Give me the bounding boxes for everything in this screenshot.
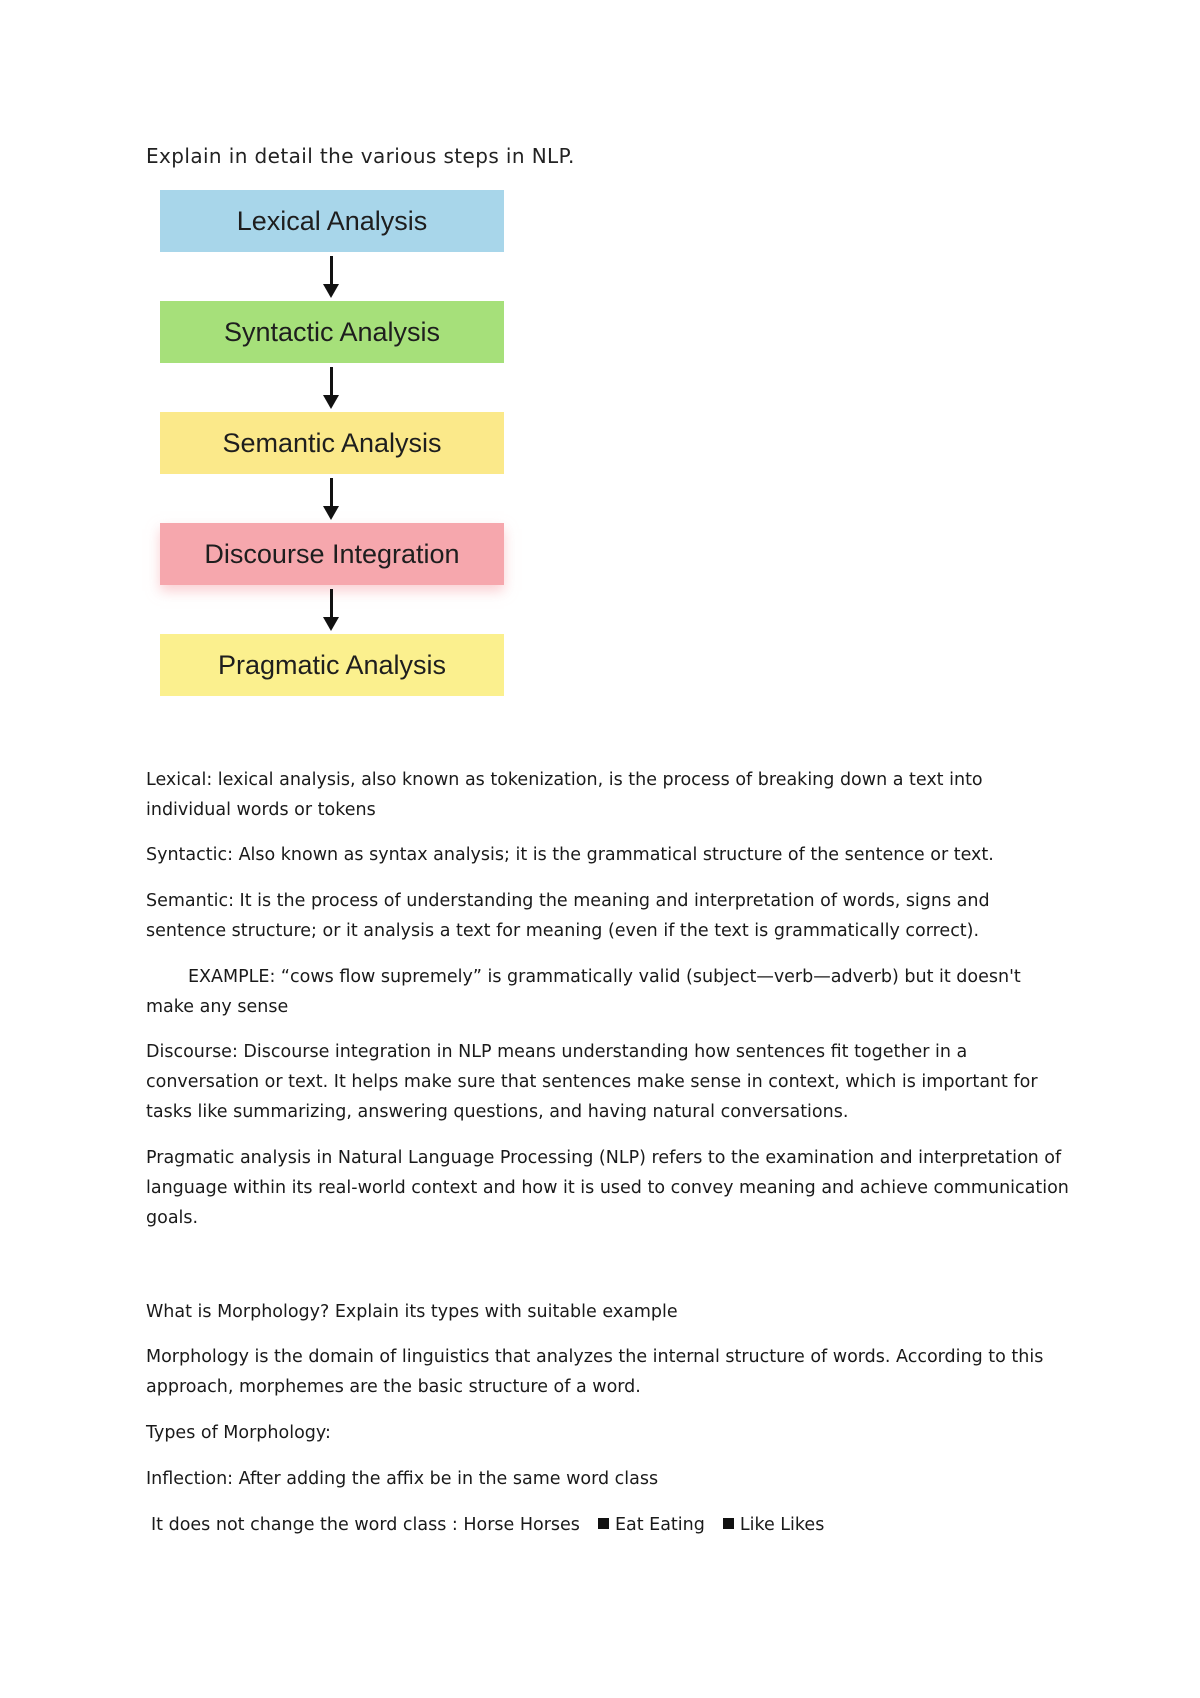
paragraph-semantic: Semantic: It is the process of understanding the meaning and interpretation of words, signs and sentence structure; or it analysis a text for meaning (even if the text is grammatically correct). [146, 891, 990, 941]
down-arrow-icon [160, 474, 504, 523]
down-arrow-icon [160, 363, 504, 412]
morphology-definition: Morphology is the domain of linguistics that analyzes the internal structure of words. According to this approach, morphemes are the basic structure of a word. [146, 1347, 1044, 1397]
inflection-example-prefix: It does not change the word class : Horse Horses [151, 1515, 580, 1535]
flow-step-lexical: Lexical Analysis [160, 190, 504, 252]
paragraph-discourse: Discourse: Discourse integration in NLP means understanding how sentences fit together in a conversation or text. It helps make sure that sentences make sense in context, which is important for tasks like summarizing, answering questions, and having natural conversations. [146, 1042, 1038, 1122]
nlp-steps-flowchart [160, 190, 504, 696]
flow-step-syntactic: Syntactic Analysis [160, 301, 504, 363]
down-arrow-icon [160, 585, 504, 634]
flow-step-pragmatic: Pragmatic Analysis [160, 634, 504, 696]
paragraph-example: EXAMPLE: “cows flow supremely” is grammatically valid (subject—verb—adverb) but it doesn't make any sense [146, 967, 1021, 1017]
paragraph-pragmatic: Pragmatic analysis in Natural Language Processing (NLP) refers to the examination and interpretation of language within its real-world context and how it is used to convey meaning and achieve communication goals. [146, 1148, 1069, 1228]
morphology-inflection: Inflection: After adding the affix be in the same word class [146, 1469, 659, 1489]
flow-step-discourse: Discourse Integration [160, 523, 504, 585]
inflection-example-item: Like Likes [739, 1515, 825, 1535]
square-bullet-icon [723, 1518, 734, 1529]
inflection-examples [146, 1510, 1076, 1540]
paragraph-lexical: Lexical: lexical analysis, also known as tokenization, is the process of breaking down a text into individual words or tokens [146, 770, 983, 820]
question-heading: Explain in detail the various steps in NLP. [146, 144, 575, 168]
paragraph-syntactic: Syntactic: Also known as syntax analysis; it is the grammatical structure of the sentence or text. [146, 845, 994, 865]
morphology-question: What is Morphology? Explain its types with suitable example [146, 1302, 678, 1322]
flow-step-semantic: Semantic Analysis [160, 412, 504, 474]
morphology-types-heading: Types of Morphology: [146, 1423, 331, 1443]
square-bullet-icon [598, 1518, 609, 1529]
inflection-example-item: Eat Eating [614, 1515, 705, 1535]
down-arrow-icon [160, 252, 504, 301]
